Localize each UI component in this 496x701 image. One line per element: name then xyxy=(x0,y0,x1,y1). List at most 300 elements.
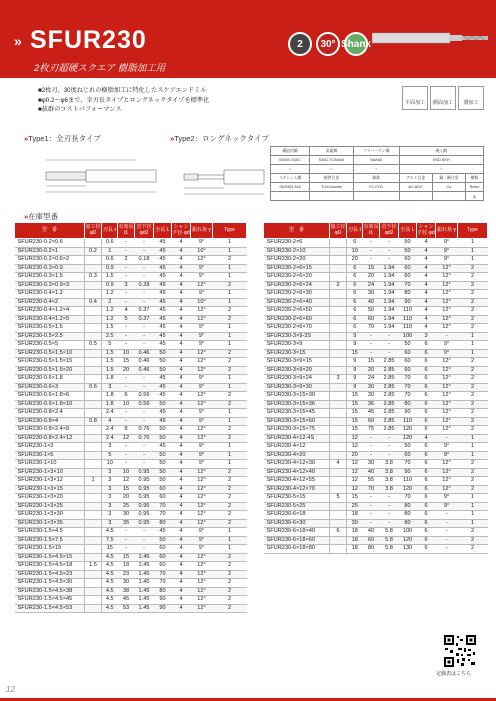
spec-cell: 10 xyxy=(118,468,135,477)
table-row xyxy=(264,392,488,401)
spec-cell xyxy=(85,264,102,273)
spec-cell: 0.6 xyxy=(102,239,118,248)
spec-cell xyxy=(85,400,102,409)
spec-cell: 12° xyxy=(436,307,458,316)
spec-cell: 4 xyxy=(172,536,191,545)
spec-cell: 45 xyxy=(154,281,172,290)
spec-cell: 9° xyxy=(436,247,458,256)
spec-cell: 1 xyxy=(458,341,488,350)
spec-cell xyxy=(330,426,347,435)
spec-cell: 30 xyxy=(363,383,380,392)
spec-cell: 1 xyxy=(458,434,488,443)
table-row xyxy=(264,434,488,443)
spec-cell: 0.37 xyxy=(135,315,154,324)
table-row xyxy=(264,281,488,290)
spec-cell: 0.76 xyxy=(135,426,154,435)
spec-cell xyxy=(330,434,347,443)
spec-cell: 70 xyxy=(399,392,417,401)
table-row xyxy=(15,239,247,248)
spec-cell: 9° xyxy=(191,264,213,273)
model-number-cell: SFUR230-3×15×75 xyxy=(264,426,330,435)
spec-cell: 1 xyxy=(458,256,488,265)
spec-cell: 4.5 xyxy=(102,604,118,613)
spec-cell: 1 xyxy=(213,460,247,469)
spec-cell: 2.85 xyxy=(380,375,399,384)
model-number-cell: SFUR230-0.2×0.6 xyxy=(15,239,85,248)
spec-cell: 0.8 xyxy=(85,417,102,426)
spec-cell: 10 xyxy=(102,460,118,469)
model-number-cell: SFUR230-1.5×4.5×30 xyxy=(15,579,85,588)
spec-cell: 1 xyxy=(458,332,488,341)
spec-cell: 40 xyxy=(363,468,380,477)
spec-cell: 110 xyxy=(399,324,417,333)
model-number-cell: SFUR230-5×15 xyxy=(264,494,330,503)
spec-cell xyxy=(85,256,102,265)
spec-cell: 1.94 xyxy=(380,298,399,307)
spec-cell: 20 xyxy=(118,366,135,375)
spec-cell: - xyxy=(380,239,399,248)
spec-cell: 2.4 xyxy=(102,434,118,443)
spec-cell: 4 xyxy=(417,298,436,307)
spec-cell: 12° xyxy=(436,264,458,273)
spec-cell: 80 xyxy=(363,545,380,554)
spec-cell: 80 xyxy=(399,290,417,299)
spec-cell: 1 xyxy=(213,417,247,426)
spec-cell: 0.95 xyxy=(135,468,154,477)
spec-cell: 0.3 xyxy=(85,273,102,282)
spec-cell xyxy=(330,545,347,554)
spec-cell: 1.2 xyxy=(102,307,118,316)
spec-cell: 5 xyxy=(102,341,118,350)
spec-cell: 6 xyxy=(417,426,436,435)
table-row xyxy=(15,451,247,460)
spec-cell xyxy=(330,511,347,520)
spec-cell: 9° xyxy=(191,460,213,469)
spec-cell: 30 xyxy=(363,460,380,469)
table-row xyxy=(15,417,247,426)
spec-cell: 4 xyxy=(172,281,191,290)
table-row xyxy=(15,281,247,290)
spec-cell: 4 xyxy=(172,307,191,316)
spec-cell xyxy=(330,273,347,282)
spec-cell: 2.4 xyxy=(102,409,118,418)
spec-cell: 45 xyxy=(363,409,380,418)
spec-cell: 9° xyxy=(191,383,213,392)
spec-cell: 2 xyxy=(213,587,247,596)
model-number-cell: SFUR230-6×18 xyxy=(264,511,330,520)
spec-cell: 3 xyxy=(330,375,347,384)
spec-cell: 30 xyxy=(363,392,380,401)
spec-cell: - xyxy=(135,417,154,426)
spec-cell: 9° xyxy=(436,451,458,460)
spec-cell: 15 xyxy=(347,392,363,401)
spec-cell: 4 xyxy=(172,511,191,520)
spec-cell: 9 xyxy=(347,375,363,384)
spec-cell: 0.28 xyxy=(135,281,154,290)
spec-cell: 18 xyxy=(347,528,363,537)
model-number-cell: SFUR230-4×12-4S xyxy=(264,434,330,443)
spec-cell xyxy=(85,553,102,562)
spec-cell: 15 xyxy=(363,264,380,273)
table-row xyxy=(15,426,247,435)
spec-row: SUS304,316 Ti,Ni,Inconel FC,FCD AC,ADC Cu Resin xyxy=(271,183,484,192)
table-row xyxy=(264,366,488,375)
spec-cell: 50 xyxy=(154,434,172,443)
table-row xyxy=(15,519,247,528)
spec-cell: 8 xyxy=(118,426,135,435)
spec-cell: 12 xyxy=(347,460,363,469)
type2-diagram xyxy=(170,150,266,198)
model-number-cell: SFUR230-1.5×4.5×38 xyxy=(15,587,85,596)
spec-cell: 1.5 xyxy=(102,349,118,358)
spec-cell: 9° xyxy=(191,290,213,299)
spec-cell: 2 xyxy=(213,366,247,375)
spec-cell: 9° xyxy=(191,451,213,460)
type2-heading: »Type2：ロングネックタイプ xyxy=(170,134,269,143)
spec-cell: 12° xyxy=(436,298,458,307)
spec-cell: 4 xyxy=(172,562,191,571)
spec-cell: 1.45 xyxy=(135,604,154,613)
spec-cell: 60 xyxy=(154,562,172,571)
spec-cell xyxy=(330,383,347,392)
spec-cell: 6 xyxy=(347,315,363,324)
spec-cell: 15 xyxy=(347,494,363,503)
table-row xyxy=(15,570,247,579)
spec-cell xyxy=(85,281,102,290)
spec-cell: 50 xyxy=(154,426,172,435)
spec-cell xyxy=(85,409,102,418)
spec-cell xyxy=(330,332,347,341)
table-row xyxy=(15,315,247,324)
spec-cell: - xyxy=(118,383,135,392)
model-number-cell: SFUR230-1×3×30 xyxy=(15,511,85,520)
model-number-cell: SFUR230-1.5×4.5×23 xyxy=(15,570,85,579)
spec-cell: 60 xyxy=(399,256,417,265)
spec-cell xyxy=(330,366,347,375)
table-row xyxy=(264,332,488,341)
spec-cell: 4 xyxy=(172,545,191,554)
spec-cell: 15 xyxy=(118,358,135,367)
spec-cell: - xyxy=(363,519,380,528)
spec-cell: 9° xyxy=(191,443,213,452)
spec-cell: 12° xyxy=(191,579,213,588)
table-row xyxy=(15,485,247,494)
spec-cell: 6 xyxy=(118,392,135,401)
spec-cell: 90 xyxy=(399,409,417,418)
spec-cell: 6 xyxy=(417,409,436,418)
spec-cell: 6 xyxy=(347,239,363,248)
table-row xyxy=(15,383,247,392)
spec-cell: 45 xyxy=(154,443,172,452)
spec-cell: 70 xyxy=(399,281,417,290)
spec-cell: 7.5 xyxy=(102,536,118,545)
model-number-cell: SFUR230-3×9×24 xyxy=(264,375,330,384)
spec-cell: 6 xyxy=(417,392,436,401)
spec-cell: 30 xyxy=(118,511,135,520)
spec-cell: 60 xyxy=(399,451,417,460)
spec-cell: 45 xyxy=(154,409,172,418)
spec-cell: 2 xyxy=(213,553,247,562)
spec-cell: 20 xyxy=(118,494,135,503)
spec-cell: - xyxy=(118,332,135,341)
spec-cell: 3 xyxy=(102,502,118,511)
spec-cell: 2 xyxy=(213,392,247,401)
spec-cell: - xyxy=(135,273,154,282)
spec-cell: 6 xyxy=(417,511,436,520)
spec-cell: 2 xyxy=(458,468,488,477)
spec-cell: 2.85 xyxy=(380,358,399,367)
spec-cell: 1 xyxy=(213,290,247,299)
spec-cell: 12° xyxy=(191,604,213,613)
spec-cell: 1.2 xyxy=(102,315,118,324)
face-milling-icon: 平面加工 xyxy=(402,86,428,110)
model-number-cell: SFUR230-1.5×4.5×45 xyxy=(15,596,85,605)
spec-cell: 1.5 xyxy=(102,324,118,333)
spec-cell: 24 xyxy=(363,375,380,384)
spec-cell: 4 xyxy=(417,315,436,324)
spec-cell: - xyxy=(436,545,458,554)
spec-cell: 2 xyxy=(458,400,488,409)
spec-cell: - xyxy=(380,443,399,452)
spec-cell: 4 xyxy=(172,290,191,299)
spec-cell: 6 xyxy=(417,349,436,358)
spec-cell: 45 xyxy=(154,417,172,426)
spec-cell: 80 xyxy=(399,400,417,409)
spec-cell: 18 xyxy=(347,536,363,545)
spec-cell: 70 xyxy=(154,579,172,588)
spec-cell: 2 xyxy=(458,358,488,367)
qr-code-icon[interactable] xyxy=(443,634,477,668)
spec-cell: 15 xyxy=(347,409,363,418)
spec-cell: 9 xyxy=(347,366,363,375)
spec-cell: 6 xyxy=(347,298,363,307)
spec-cell xyxy=(85,349,102,358)
spec-cell: 20 xyxy=(363,273,380,282)
spec-cell: 1.45 xyxy=(135,587,154,596)
side-milling-icon: 側面加工 xyxy=(430,86,456,110)
table-row xyxy=(15,290,247,299)
spec-cell: 2 xyxy=(213,485,247,494)
spec-cell: - xyxy=(118,409,135,418)
spec-row: ステンレス鋼 耐熱合金 鋳鉄 アルミ合金 銅・銅合金 樹脂 xyxy=(271,174,484,183)
table-row xyxy=(15,273,247,282)
spec-cell xyxy=(85,494,102,503)
spec-cell: 18 xyxy=(347,545,363,554)
spec-cell: 50 xyxy=(399,341,417,350)
spec-cell xyxy=(85,332,102,341)
spec-cell: 9° xyxy=(436,239,458,248)
spec-cell: 6 xyxy=(417,519,436,528)
spec-cell: - xyxy=(118,298,135,307)
spec-cell: 30 xyxy=(347,519,363,528)
spec-cell: 45 xyxy=(154,341,172,350)
spec-cell: 6 xyxy=(417,443,436,452)
spec-cell: 3 xyxy=(102,511,118,520)
spec-cell: 50 xyxy=(154,400,172,409)
spec-cell: - xyxy=(135,528,154,537)
spec-cell: 15 xyxy=(347,426,363,435)
spec-cell: 1 xyxy=(213,536,247,545)
spec-cell: 6 xyxy=(417,383,436,392)
spec-cell xyxy=(85,358,102,367)
spec-cell: 1.94 xyxy=(380,264,399,273)
table-row xyxy=(264,468,488,477)
spec-cell: 1.94 xyxy=(380,324,399,333)
spec-cell: 4.5 xyxy=(102,579,118,588)
spec-cell: - xyxy=(380,434,399,443)
spec-cell: 50 xyxy=(399,443,417,452)
table-row xyxy=(264,349,488,358)
spec-cell: 70 xyxy=(363,485,380,494)
table-row xyxy=(264,409,488,418)
spec-cell: 4 xyxy=(172,341,191,350)
spec-cell: 4 xyxy=(172,528,191,537)
model-number-cell: SFUR230-0.2×1 xyxy=(15,247,85,256)
model-number-cell: SFUR230-0.5×1.5×15 xyxy=(15,358,85,367)
spec-cell: 2.4 xyxy=(102,426,118,435)
spec-cell: 2 xyxy=(458,315,488,324)
spec-cell: 2 xyxy=(458,366,488,375)
spec-cell xyxy=(85,536,102,545)
spec-cell: - xyxy=(135,290,154,299)
table-row xyxy=(15,434,247,443)
spec-cell xyxy=(330,502,347,511)
spec-cell: 2.85 xyxy=(380,409,399,418)
spec-cell: 2 xyxy=(458,307,488,316)
flutes-badge-icon: 2 xyxy=(288,32,312,56)
spec-cell: 12° xyxy=(191,358,213,367)
spec-cell: 3 xyxy=(417,332,436,341)
spec-cell: 12° xyxy=(436,315,458,324)
spec-cell: 4 xyxy=(172,417,191,426)
spec-cell: 4 xyxy=(417,434,436,443)
spec-cell xyxy=(85,315,102,324)
spec-cell: 1.45 xyxy=(135,562,154,571)
table-row xyxy=(264,290,488,299)
spec-cell: 12 xyxy=(347,477,363,486)
model-number-cell: SFUR230-0.8×2.4 xyxy=(15,409,85,418)
spec-cell: 3 xyxy=(102,383,118,392)
spec-cell: 1.45 xyxy=(135,596,154,605)
spec-cell: 9° xyxy=(436,341,458,350)
table-row xyxy=(15,256,247,265)
spec-cell: 2 xyxy=(458,536,488,545)
spec-cell: 80 xyxy=(154,519,172,528)
spec-cell xyxy=(330,451,347,460)
spec-cell: 0.46 xyxy=(135,358,154,367)
model-number-cell: SFUR230-6×18×40 xyxy=(264,528,330,537)
model-number-cell: SFUR230-3×9×15 xyxy=(264,358,330,367)
model-number-cell: SFUR230-0.4×1.2×4 xyxy=(15,307,85,316)
spec-cell xyxy=(85,528,102,537)
spec-cell: 110 xyxy=(399,417,417,426)
table-row xyxy=(264,383,488,392)
spec-cell: 15 xyxy=(363,358,380,367)
spec-cell: 50 xyxy=(154,366,172,375)
model-number-cell: SFUR230-0.4×1.2×5 xyxy=(15,315,85,324)
spec-cell: 80 xyxy=(399,502,417,511)
spec-cell: 60 xyxy=(154,494,172,503)
spec-cell: - xyxy=(135,383,154,392)
spec-cell: 45 xyxy=(154,315,172,324)
spec-cell: - xyxy=(363,434,380,443)
spec-cell xyxy=(330,239,347,248)
spec-cell: - xyxy=(436,511,458,520)
spec-cell: 5 xyxy=(102,451,118,460)
spec-cell: 9 xyxy=(347,358,363,367)
spec-cell: 4 xyxy=(172,426,191,435)
spec-cell: - xyxy=(380,519,399,528)
spec-cell: 4 xyxy=(172,502,191,511)
spec-cell: 6 xyxy=(417,417,436,426)
table-row xyxy=(15,409,247,418)
spec-cell: 12° xyxy=(436,400,458,409)
spec-cell: 1 xyxy=(213,298,247,307)
table-row xyxy=(15,604,247,613)
spec-cell: 0.95 xyxy=(135,519,154,528)
spec-cell: 2 xyxy=(213,511,247,520)
model-number-cell: SFUR230-0.6×1.8 xyxy=(15,375,85,384)
spec-cell: 9 xyxy=(347,341,363,350)
spec-cell: 2 xyxy=(330,281,347,290)
spec-cell: - xyxy=(118,324,135,333)
table-row xyxy=(264,536,488,545)
spec-cell: 4.5 xyxy=(102,528,118,537)
model-number-cell: SFUR230-1×3×20 xyxy=(15,494,85,503)
spec-cell: 60 xyxy=(399,349,417,358)
spec-cell: 1 xyxy=(458,511,488,520)
product-subtitle: 2枚刃超硬スクエア 樹脂加工用 xyxy=(34,63,166,74)
spec-cell: - xyxy=(135,460,154,469)
model-number-cell: SFUR230-2×6×15 xyxy=(264,264,330,273)
spec-cell: - xyxy=(380,332,399,341)
spec-cell: - xyxy=(118,451,135,460)
spec-cell: 6 xyxy=(417,468,436,477)
table-row xyxy=(264,460,488,469)
spec-cell: 4 xyxy=(172,494,191,503)
spec-cell: 20 xyxy=(347,256,363,265)
spec-cell: 60 xyxy=(399,273,417,282)
spec-cell: 12° xyxy=(191,434,213,443)
spec-cell: 0.95 xyxy=(135,502,154,511)
spec-cell: - xyxy=(118,460,135,469)
spec-cell: 12° xyxy=(436,324,458,333)
column-header: Type xyxy=(213,223,247,239)
table-row xyxy=(15,511,247,520)
spec-cell: 12° xyxy=(191,307,213,316)
spec-cell: 9° xyxy=(191,409,213,418)
spec-cell: 2 xyxy=(213,358,247,367)
spec-cell: 1 xyxy=(213,443,247,452)
spec-cell: 12° xyxy=(436,273,458,282)
spec-cell: 0.5 xyxy=(85,341,102,350)
spec-cell: 4 xyxy=(172,434,191,443)
model-number-cell: SFUR230-0.8×2.4×8 xyxy=(15,426,85,435)
spec-cell: 4 xyxy=(417,290,436,299)
spec-cell: 9° xyxy=(436,349,458,358)
column-header: 振れ角 γ xyxy=(436,223,458,239)
spec-cell: 75 xyxy=(363,426,380,435)
column-header: 加工径 φD xyxy=(85,223,102,239)
spec-cell: 9° xyxy=(191,536,213,545)
spec-cell: 6 xyxy=(417,485,436,494)
spec-cell: 45 xyxy=(154,324,172,333)
spec-cell: - xyxy=(436,332,458,341)
table-row xyxy=(264,494,488,503)
spec-cell: 1 xyxy=(213,383,247,392)
spec-cell: - xyxy=(363,443,380,452)
spec-cell: 36 xyxy=(363,400,380,409)
